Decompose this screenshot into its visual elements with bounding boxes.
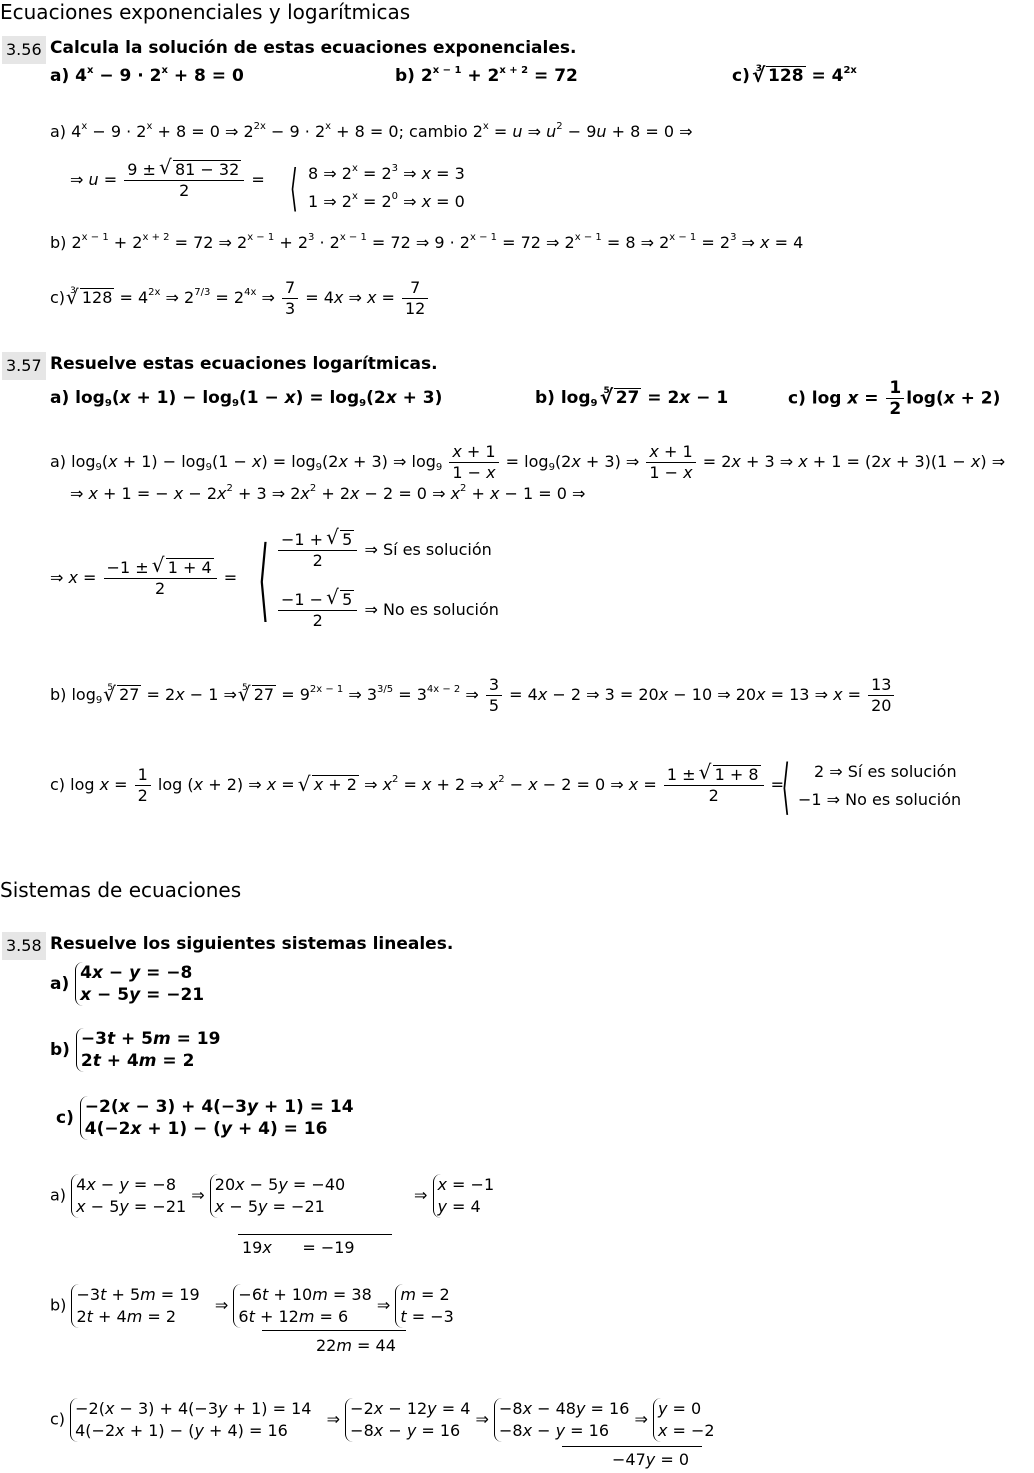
solution-c-case2: −1 ⇒ No es solución [798, 790, 962, 809]
solution-c: c) $^3$√ $128 = 4^{2x}$ ⇒ $2^{7/3} = 2^{4x}$ ⇒ $\frac{7}{3}$ = 4x ⇒ x = $\frac{7}{12}$ [50, 278, 430, 319]
problem-c: c) $^3$√ $128 = 4^{2x}$ [732, 64, 857, 86]
problem-b: b) $2^{x - 1} + 2^{x + 2} = 72$ [395, 65, 578, 86]
exercise-number: 3.56 [2, 36, 46, 64]
solution-a-sum: 19x = −19 [242, 1238, 355, 1257]
solution-b-sum: 22m = 44 [316, 1336, 396, 1355]
sum-line [262, 1330, 406, 1331]
exercise-number: 3.57 [2, 352, 46, 380]
solution-a-case1: 8 ⇒ $2^x = 2^3$ ⇒ x = 3 [308, 163, 465, 183]
problem-a: a) 4x − y = −8 x − 5y = −21 [50, 963, 205, 1005]
solution-a-line2: ⇒ u = $\frac{9 \pm √ 81 - 32}{2}$ = [70, 160, 265, 201]
problem-c: c) log x = $\frac{1}{2}$ log(x + 2) [788, 378, 1001, 419]
solution-b-system: b) −3t + 5m = 19 2t + 4m = 2 ⇒ −6t + 10m = 38 6t + 12m = 6 ⇒ m = 2 t = −3 [50, 1285, 454, 1326]
solution-b: b) $\log_9 ^5√$ 27 = 2x − 1 ⇒ $^5$√ $27 = 9^{2x - 1}$ ⇒ $3^{3/5} = 3^{4x - 2}$ ⇒ $\frac{3}{5}$ = 4x − 2 ⇒ 3 = 20x − 10 ⇒ 20x = 13 ⇒ x = $\frac{13}{20}$ [50, 675, 896, 716]
section-title-exponential: Ecuaciones exponenciales y logarítmicas [0, 0, 411, 24]
solution-a-case2: $\frac{-1 - √ 5}{2}$ ⇒ No es solución [276, 590, 499, 631]
exercise-title: Calcula la solución de estas ecuaciones exponenciales. [50, 38, 577, 58]
angle-bracket: ⟨ [258, 527, 269, 632]
solution-a-line1: a) $4^x - 9 \cdot 2^x + 8 = 0$ ⇒ $2^{2x} - 9 \cdot 2^x + 8 = 0$; cambio $2^x = u$ ⇒ $u^2 - 9u + 8 = 0$ ⇒ [50, 121, 693, 141]
problem-a: a) $4^x - 9 \cdot 2^x + 8 = 0$ [50, 65, 244, 86]
exercise-title: Resuelve los siguientes sistemas lineales. [50, 934, 454, 954]
problem-b: b) $\log_9 ^5√$ 27 = 2x − 1 [535, 386, 728, 408]
angle-bracket: ⟨ [289, 159, 298, 217]
solution-a-result: ⇒ x = −1 y = 4 [414, 1175, 495, 1216]
solution-c-line1: c) log x = $\frac{1}{2}$ log (x + 2) ⇒ x = √ x + 2 ⇒ $x^2 = x + 2$ ⇒ $x^2 - x - 2 = 0$ ⇒ x = $\frac{1 \pm √ 1 + 8}{2}$ = [50, 765, 784, 806]
solution-a-case1: $\frac{-1 + √ 5}{2}$ ⇒ Sí es solución [276, 530, 492, 571]
angle-bracket: ⟨ [781, 752, 790, 822]
exercise-title: Resuelve estas ecuaciones logarítmicas. [50, 354, 438, 374]
section-title-systems: Sistemas de ecuaciones [0, 878, 242, 902]
solution-c-sum: −47y = 0 [612, 1450, 689, 1469]
problem-c: c) −2(x − 3) + 4(−3y + 1) = 14 4(−2x + 1) − (y + 4) = 16 [56, 1097, 354, 1139]
solution-a-line1: a) $\log_9(x + 1) - \log_9(1 - x) = \log_9(2x + 3)$ ⇒ $\log_9$ $\frac{x + 1}{1 - x}$ = $\log_9(2x + 3)$ ⇒ $\frac{x + 1}{1 - x}$ = 2x + 3 ⇒ x + 1 = (2x + 3)(1 − x) ⇒ [50, 442, 1006, 482]
solution-a-line3: ⇒ x = $\frac{-1 \pm √ 1 + 4}{2}$ = [50, 558, 237, 599]
solution-b: b) $2^{x - 1} + 2^{x + 2} = 72$ ⇒ $2^{x - 1} + 2^3 \cdot 2^{x - 1} = 72$ ⇒ $9 \cdot 2^{x - 1} = 72$ ⇒ $2^{x - 1} = 8$ ⇒ $2^{x - 1} = 2^3$ ⇒ x = 4 [50, 232, 804, 252]
solution-a-case2: 1 ⇒ $2^x = 2^0$ ⇒ x = 0 [308, 191, 465, 211]
problem-a: a) $\log_9(x + 1) - \log_9(1 - x) = \log_9(2x + 3)$ [50, 388, 443, 409]
solution-c-case1: 2 ⇒ Sí es solución [814, 762, 957, 781]
solution-a-line2: ⇒ x + 1 = − $x - 2x^2 + 3$ ⇒ $2x^2 + 2x - 2 = 0$ ⇒ $x^2 + x - 1 = 0$ ⇒ [70, 483, 586, 503]
sum-line [238, 1234, 392, 1235]
solution-a-system: a) 4x − y = −8 x − 5y = −21 ⇒ 20x − 5y = −40 x − 5y = −21 [50, 1175, 346, 1216]
problem-b: b) −3t + 5m = 19 2t + 4m = 2 [50, 1029, 221, 1071]
solution-c-system: c) −2(x − 3) + 4(−3y + 1) = 14 4(−2x + 1) − (y + 4) = 16 ⇒ −2x − 12y = 4 −8x − y = 16 ⇒ −8x − 48y = 16 −8x − y = 16 ⇒ y = 0 x = −2 [50, 1399, 715, 1440]
exercise-number: 3.58 [2, 932, 46, 960]
sum-line [562, 1446, 702, 1447]
